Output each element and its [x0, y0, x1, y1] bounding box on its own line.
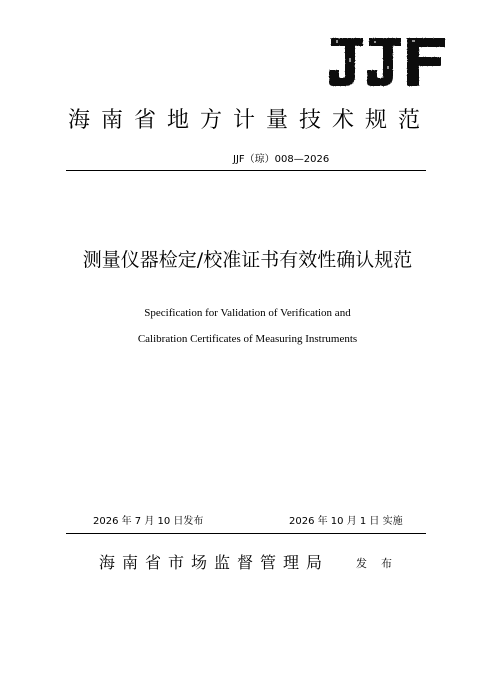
- document-title-chinese: 测量仪器检定/校准证书有效性确认规范: [82, 249, 413, 271]
- document-title-english-line2: Calibration Certificates of Measuring Instruments: [137, 333, 358, 345]
- issuing-body-title: 海南省地方计量技术规范: [67, 108, 431, 133]
- publish-label: 发布: [356, 557, 406, 570]
- implementation-date: 2026 年 10 月 1 日 实施: [289, 516, 403, 527]
- document-title-english-line1: Specification for Validation of Verification and: [144, 307, 351, 319]
- bottom-divider: [66, 533, 426, 534]
- top-divider: [66, 170, 426, 171]
- jjf-logo: [327, 36, 447, 88]
- publisher-name: 海南省市场监督管理局: [99, 553, 330, 572]
- issue-date: 2026 年 7 月 10 日发布: [93, 516, 204, 527]
- standard-code: JJF（琼）008—2026: [233, 154, 330, 165]
